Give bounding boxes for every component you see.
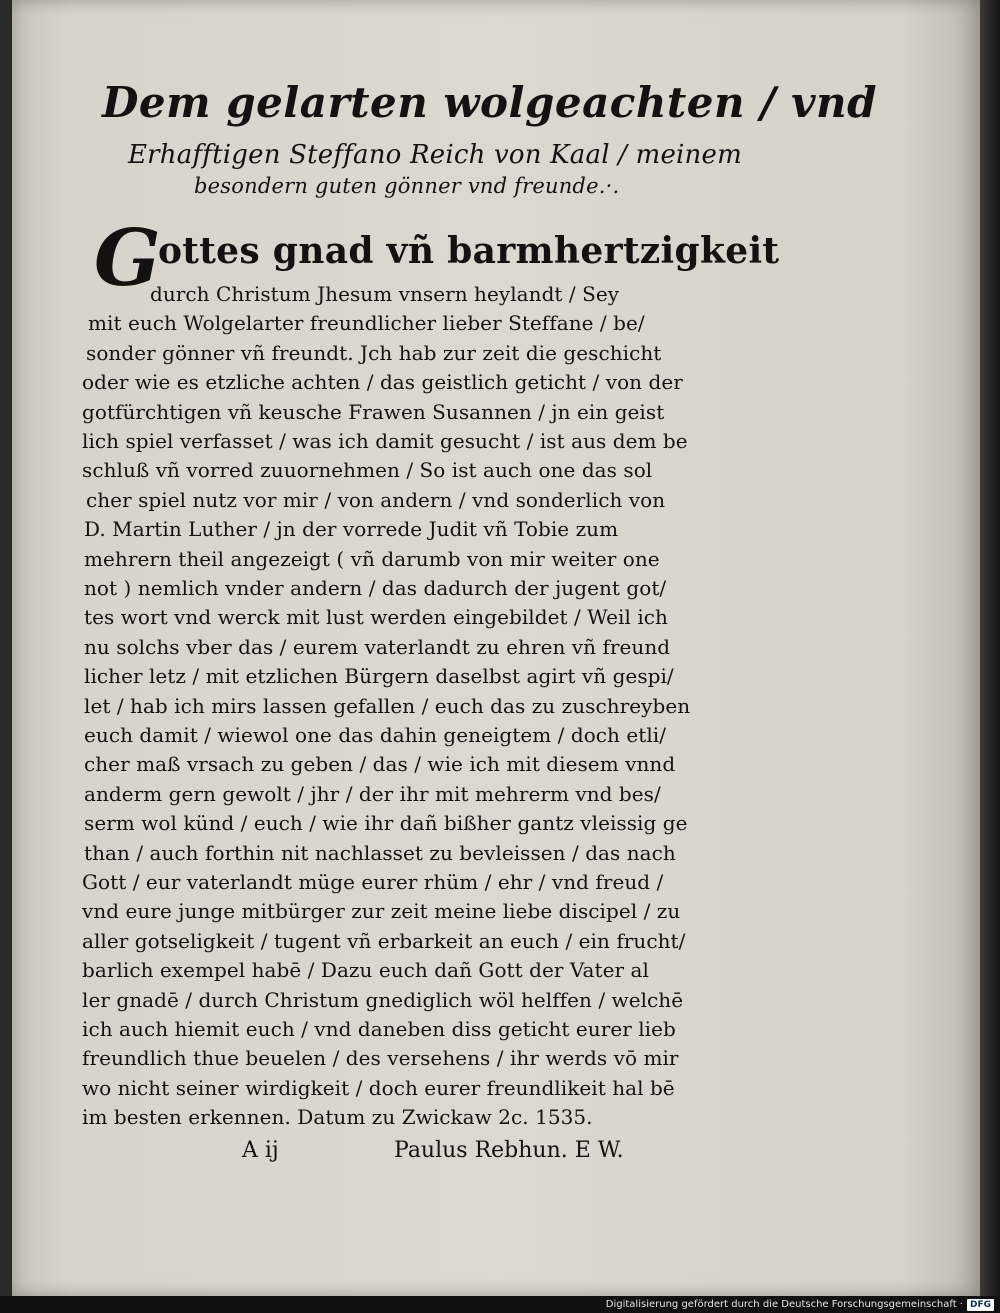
body-line: Gott / eur vaterlandt müge eurer rhüm / ehr / vnd freud /	[82, 870, 664, 894]
right-page-edge	[980, 0, 1000, 1296]
body-line: ich auch hiemit euch / vnd daneben diss geticht eurer lieb	[82, 1017, 676, 1041]
body-line: let / hab ich mirs lassen gefallen / euch das zu zuschreyben	[84, 694, 691, 718]
body-line: euch damit / wiewol one das dahin geneigtem / doch etli/	[84, 723, 667, 747]
dedication-line-3: besondern guten gönner vnd freunde.·.	[194, 174, 620, 198]
body-line: im besten erkennen. Datum zu Zwickaw 2c. 1535.	[82, 1105, 593, 1129]
body-line: serm wol künd / euch / wie ihr dañ bißher gantz vleissig ge	[84, 811, 688, 835]
body-line: anderm gern gewolt / jhr / der ihr mit mehrerm vnd bes/	[84, 782, 661, 806]
body-line: than / auch forthin nit nachlasset zu bevleissen / das nach	[84, 841, 676, 865]
funding-credit: Digitalisierung gefördert durch die Deutsche Forschungsgemeinschaft ·	[605, 1299, 963, 1310]
body-line: schluß vñ vorred zuuornehmen / So ist auch one das sol	[82, 458, 653, 482]
body-line: nu solchs vber das / eurem vaterlandt zu ehren vñ freund	[84, 635, 671, 659]
body-line: freundlich thue beuelen / des versehens / ihr werds vō mir	[82, 1046, 679, 1070]
signature: Paulus Rebhun. E W.	[394, 1138, 624, 1163]
body-line: cher spiel nutz vor mir / von andern / vnd sonderlich von	[86, 488, 666, 512]
body-line: barlich exempel habē / Dazu euch dañ Gott der Vater al	[82, 958, 649, 982]
body-line: ler gnadē / durch Christum gnediglich wöl helffen / welchē	[82, 988, 684, 1012]
body-line: D. Martin Luther / jn der vorrede Judit vñ Tobie zum	[84, 517, 619, 541]
dfg-logo: DFG	[967, 1299, 994, 1311]
body-line: mit euch Wolgelarter freundlicher lieber Steffane / be/	[88, 311, 645, 335]
opening-heading: ottes gnad vñ barmhertzigkeit	[158, 230, 780, 272]
body-line: durch Christum Jhesum vnsern heylandt / Sey	[150, 282, 620, 306]
body-line: tes wort vnd werck mit lust werden eingebildet / Weil ich	[84, 605, 668, 629]
body-line: licher letz / mit etzlichen Bürgern daselbst agirt vñ gespi/	[84, 664, 674, 688]
body-line: lich spiel verfasset / was ich damit gesucht / ist aus dem be	[82, 429, 688, 453]
book-page	[12, 0, 980, 1296]
body-line: cher maß vrsach zu geben / das / wie ich mit diesem vnnd	[84, 752, 676, 776]
body-line: vnd eure junge mitbürger zur zeit meine liebe discipel / zu	[82, 899, 681, 923]
body-line: not ) nemlich vnder andern / das dadurch der jugent got/	[84, 576, 667, 600]
body-line: gotfürchtigen vñ keusche Frawen Susannen / jn ein geist	[82, 400, 665, 424]
body-line: aller gotseligkeit / tugent vñ erbarkeit an euch / ein frucht/	[82, 929, 686, 953]
footer-bar	[0, 1296, 1000, 1313]
body-line: sonder gönner vñ freundt. Jch hab zur zeit die geschicht	[86, 341, 662, 365]
dedication-line-1: Dem gelarten wolgeachten / vnd	[102, 78, 877, 127]
dedication-line-2: Erhafftigen Steffano Reich von Kaal / meinem	[128, 140, 742, 170]
decorated-initial: G	[94, 213, 161, 304]
body-line: oder wie es etzliche achten / das geistlich geticht / von der	[82, 370, 683, 394]
signature-mark: A ij	[242, 1138, 279, 1163]
body-line: mehrern theil angezeigt ( vñ darumb von mir weiter one	[84, 547, 660, 571]
left-page-edge	[0, 0, 12, 1296]
body-line: wo nicht seiner wirdigkeit / doch eurer freundlikeit hal bē	[82, 1076, 675, 1100]
